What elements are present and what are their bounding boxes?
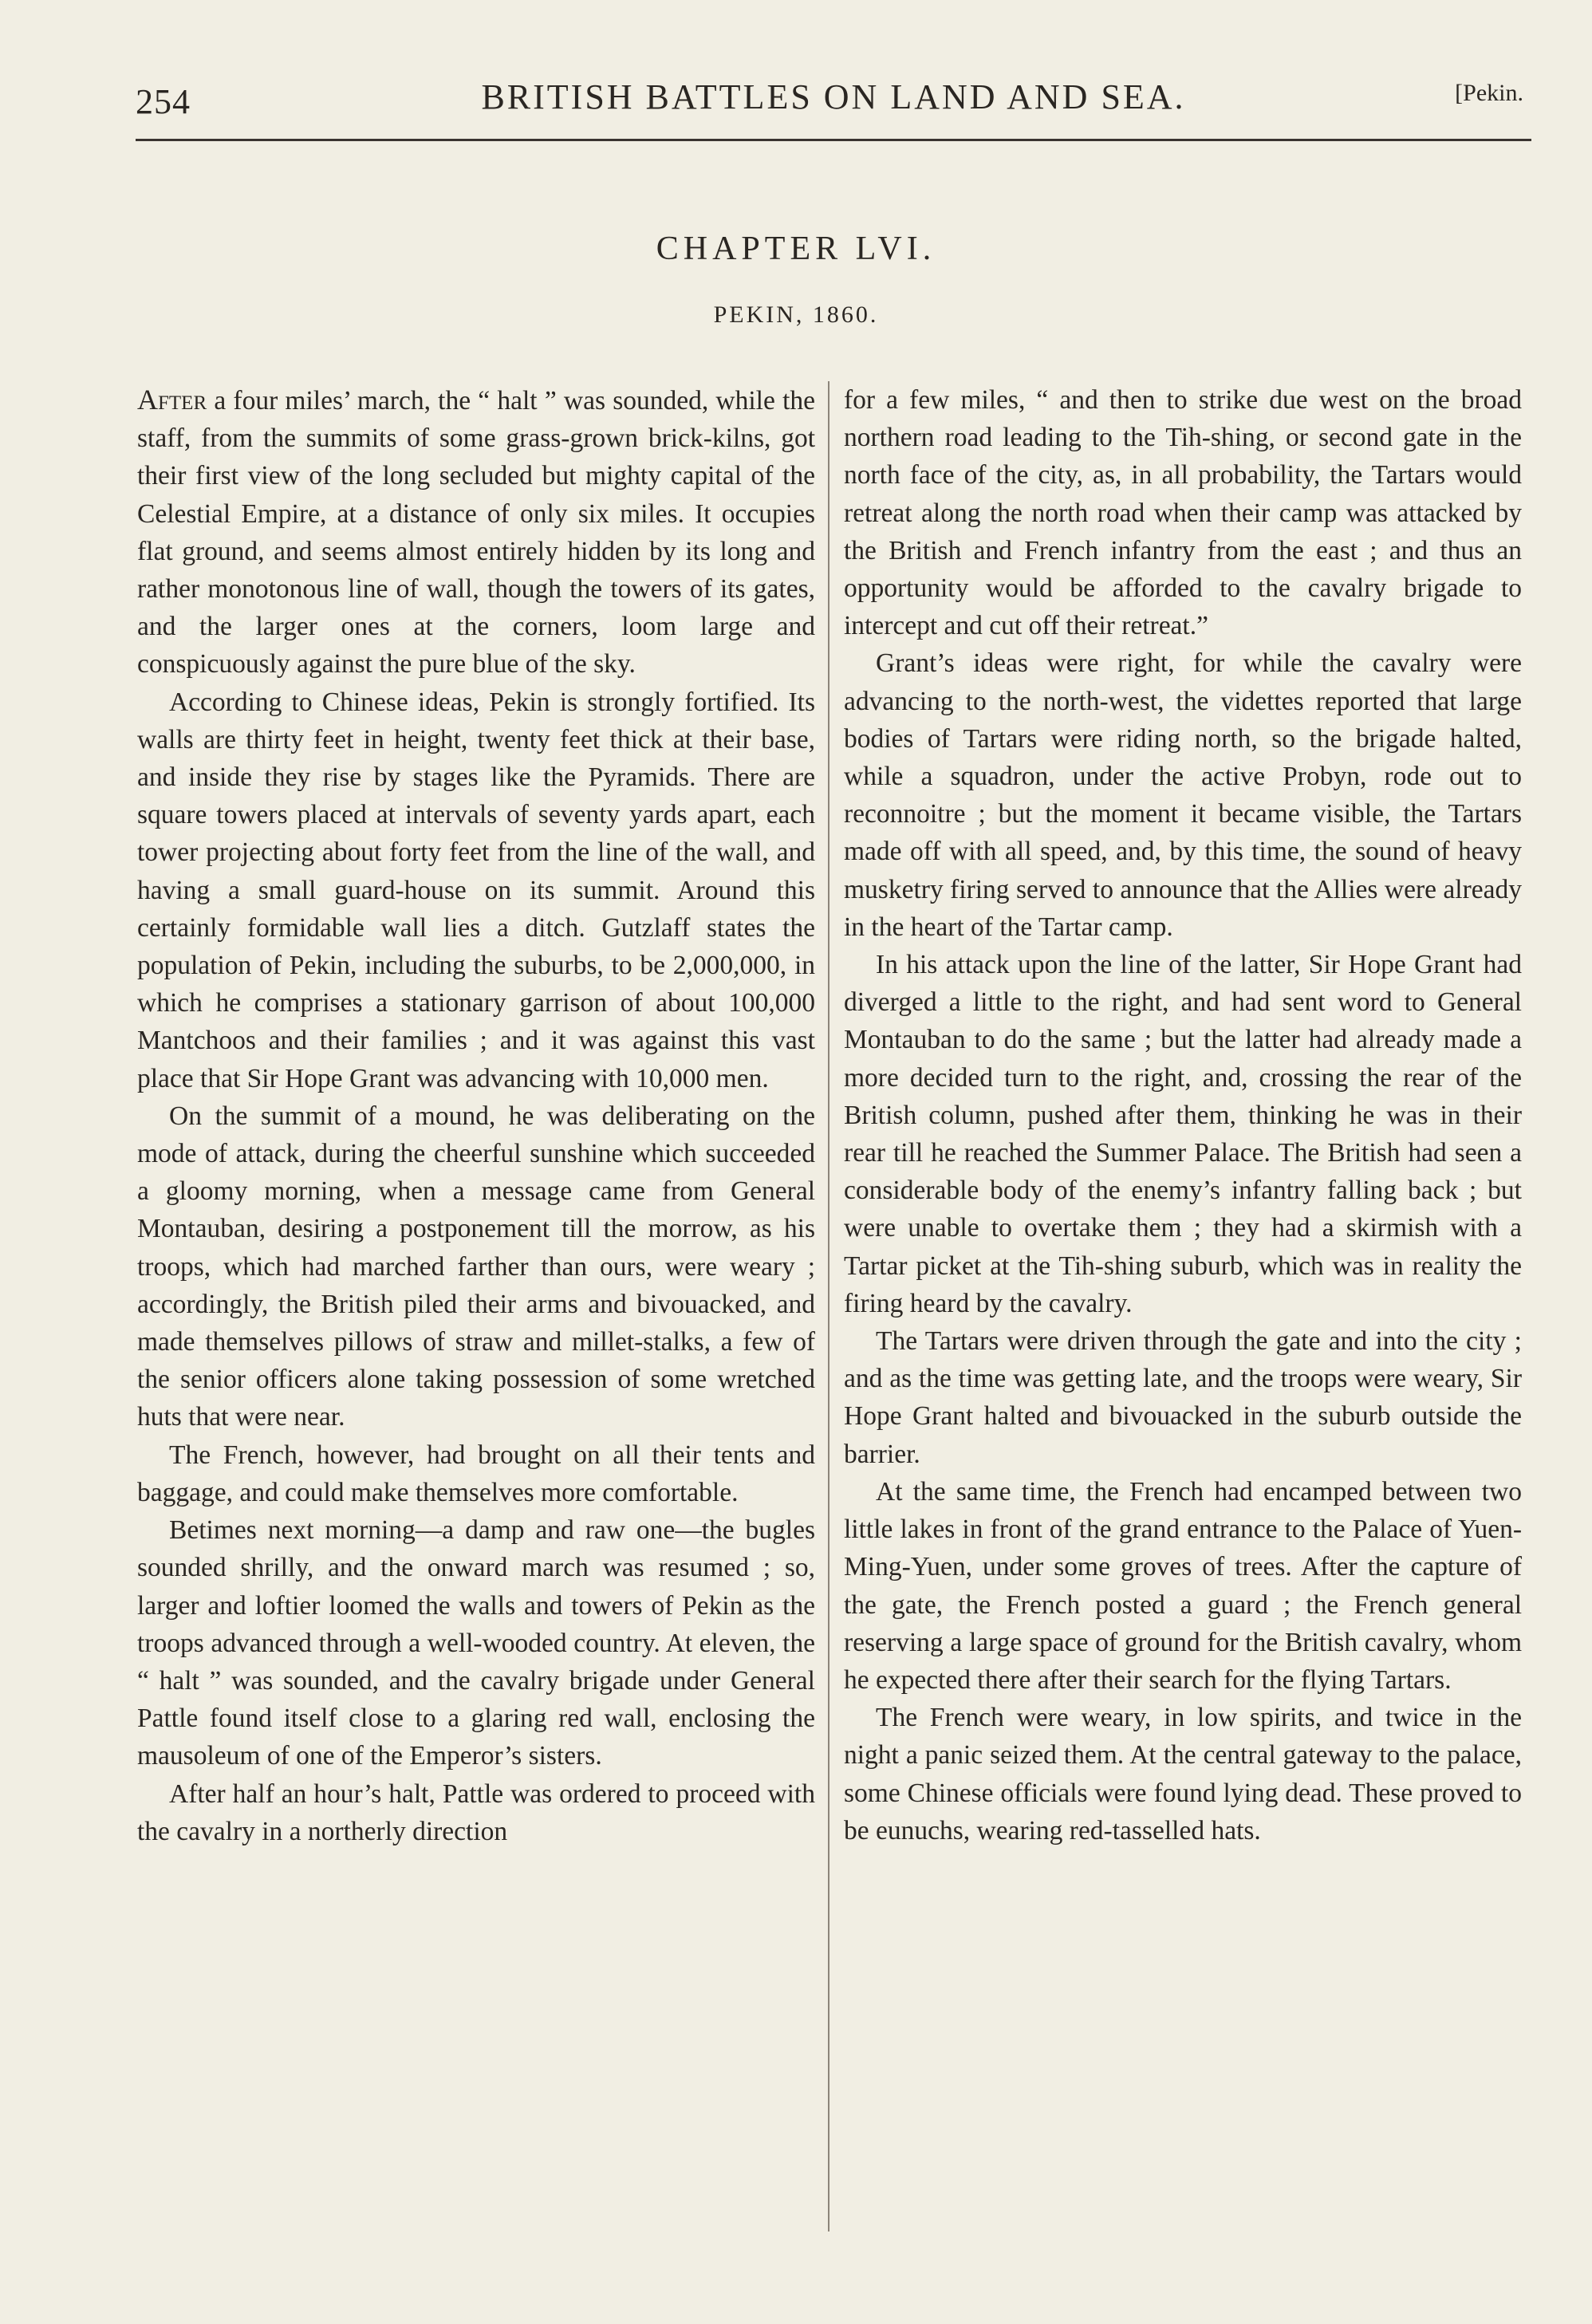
paragraph: At the same time, the French had encamped between two little lakes in front of the grand entrance to the Palace of Yuen-Ming-Yuen, under some groves of trees. After the capture of the gate, the French posted a guard ; the French general reserving a large space of ground for the British cavalry, whom he expected there after their search for the flying Tartars.: [844, 1476, 1522, 1695]
paragraph: On the summit of a mound, he was deliberating on the mode of attack, during the cheerful sunshine which succeeded a gloomy morning, when a message came from General Montauban, desiring a postponement till the morrow, as his troops, which had marched farther than ours, were weary ; accordingly, the British piled their arms and bivouacked, and made themselves pillows of straw and millet-stalks, a few of the senior officers alone taking possession of some wretched huts that were near.: [137, 1101, 815, 1432]
paragraph: According to Chinese ideas, Pekin is strongly fortified. Its walls are thirty feet in height, twenty feet thick at their base, and inside they rise by stages like the Pyramids. There are square towers placed at intervals of seventy yards apart, each tower projecting about forty feet from the line of the wall, and having a small guard-house on its summit. Around this certainly formidable wall lies a ditch. Gutzlaff states the population of Pekin, including the suburbs, to be 2,000,000, in which he comprises a stationary garrison of about 100,000 Mantchoos and their families ; and it was against this vast place that Sir Hope Grant was advancing with 10,000 men.: [137, 687, 815, 1093]
paragraph: for a few miles, “ and then to strike due west on the broad northern road leading to the Tih-shing, or second gate in the north face of the city, as, in all probability, the Tartars would retreat along the north road when their camp was attacked by the British and French infantry from the east ; and thus an opportunity would be afforded to the cavalry brigade to intercept and cut off their retreat.”: [844, 385, 1522, 641]
drop-word: After: [137, 384, 207, 416]
paragraph: The Tartars were driven through the gate and into the city ; and as the time was getting late, and the troops were weary, Sir Hope Grant halted and bivouacked in the suburb outside the barrier.: [844, 1326, 1522, 1469]
right-column: [844, 381, 1522, 1849]
page-number: 254: [136, 82, 191, 121]
paragraph: The French, however, had brought on all their tents and baggage, and could make themselves more comfortable.: [137, 1440, 815, 1507]
chapter-subtitle: PEKIN, 1860.: [713, 301, 879, 328]
left-column: [137, 381, 815, 1850]
paragraph: Grant’s ideas were right, for while the cavalry were advancing to the north-west, the videttes reported that large bodies of Tartars were riding north, so the brigade halted, while a squadron, under the active Probyn, rode out to reconnoitre ; but the moment it became visible, the Tartars made off with all speed, and, by this time, the sound of heavy musketry firing served to announce that the Allies were already in the heart of the Tartar camp.: [844, 648, 1522, 942]
paragraph: Betimes next morning—a damp and raw one—the bugles sounded shrilly, and the onward march was resumed ; so, larger and loftier loomed the walls and towers of Pekin as the troops advanced through a well-wooded country. At eleven, the “ halt ” was sounded, and the cavalry brigade under General Pattle found itself close to a glaring red wall, enclosing the mausoleum of one of the Emperor’s sisters.: [137, 1515, 815, 1771]
column-divider: [828, 381, 829, 2231]
paragraph: The French were weary, in low spirits, and twice in the night a panic seized them. At the central gateway to the palace, some Chinese officials were found lying dead. These proved to be eunuchs, wearing red-tasselled hats.: [844, 1703, 1522, 1845]
paragraph: After half an hour’s halt, Pattle was ordered to proceed with the cavalry in a northerly direction: [137, 1778, 815, 1846]
paragraph: [137, 381, 815, 683]
running-head: [136, 73, 1531, 129]
paragraph: In his attack upon the line of the latter, Sir Hope Grant had diverged a little to the right, and had sent word to General Montauban to do the same ; but the latter had already made a more decided turn to the right, and, crossing the rear of the British column, pushed after them, thinking he was in their rear till he reached the Summer Palace. The British had seen a considerable body of the enemy’s infantry falling back ; but were unable to overtake them ; they had a skirmish with a Tartar picket at the Tih-shing suburb, which was in reality the firing heard by the cavalry.: [844, 950, 1522, 1318]
running-title: BRITISH BATTLES ON LAND AND SEA.: [481, 77, 1186, 116]
chapter-title: CHAPTER LVI.: [656, 230, 936, 267]
section-reference: [Pekin.: [1455, 80, 1523, 106]
paragraph-text: a four miles’ march, the “ halt ” was sounded, while the staff, from the summits of some grass-grown brick-kilns, got their first view of the long secluded but mighty capital of the Celestial Empire, at a distance of only six miles. It occupies flat ground, and seems almost entirely hidden by its long and rather monotonous line of wall, though the towers of its gates, and the larger ones at the corners, loom large and conspicuously against the pure blue of the sky.: [137, 386, 815, 679]
header-rule: [136, 139, 1531, 141]
